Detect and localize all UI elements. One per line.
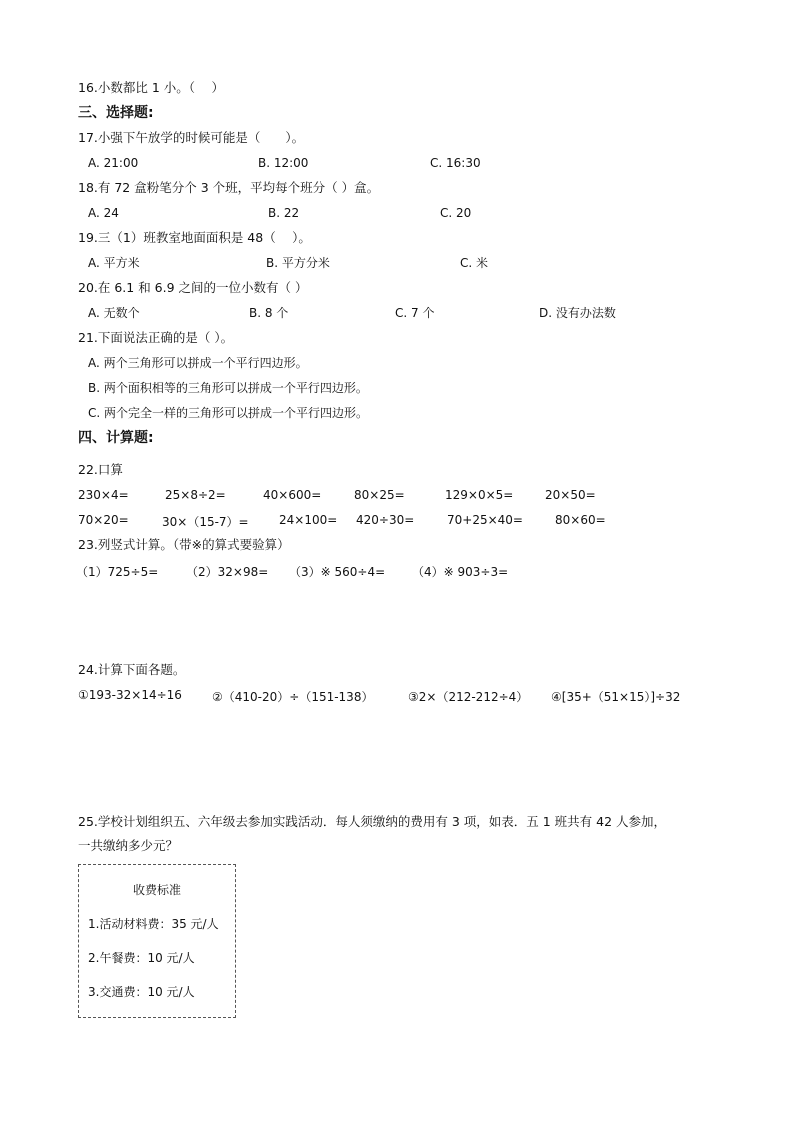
question-18: 18.有 72 盒粉笔分个 3 个班，平均每个班分（ ）盒。 — [78, 180, 380, 195]
q18-option-a: A. 24 — [88, 206, 119, 220]
q19-option-c: C. 米 — [460, 256, 489, 270]
question-24: 24.计算下面各题。 — [78, 662, 186, 677]
q20-option-d: D. 没有办法数 — [539, 306, 616, 320]
q24-item: ②（410-20）÷（151-138） — [212, 690, 374, 704]
q20-option-b: B. 8 个 — [249, 306, 289, 320]
fee-item: 2.午餐费：10 元/人 — [88, 951, 195, 965]
q23-item: （4）※ 903÷3= — [412, 565, 509, 579]
question-19: 19.三（1）班教室地面面积是 48（ ）。 — [78, 230, 311, 245]
q21-option-a: A. 两个三角形可以拼成一个平行四边形。 — [88, 356, 308, 370]
q18-option-c: C. 20 — [440, 206, 472, 220]
q23-item: （2）32×98= — [186, 565, 269, 579]
question-17: 17.小强下午放学的时候可能是（ ）。 — [78, 130, 305, 145]
q22-item: 70+25×40= — [447, 513, 523, 527]
section-heading-calculation: 四、计算题: — [78, 430, 154, 446]
q18-option-b: B. 22 — [268, 206, 300, 220]
q17-option-c: C. 16:30 — [430, 156, 481, 170]
q23-item: （1）725÷5= — [76, 565, 159, 579]
q21-option-c: C. 两个完全一样的三角形可以拼成一个平行四边形。 — [88, 406, 369, 420]
question-25-line-1: 25.学校计划组织五、六年级去参加实践活动．每人须缴纳的费用有 3 项，如表．五 1 班共有 42 人参加， — [78, 814, 667, 829]
q22-item: 230×4= — [78, 488, 129, 502]
q21-option-b: B. 两个面积相等的三角形可以拼成一个平行四边形。 — [88, 381, 368, 395]
q22-item: 30×（15-7）= — [162, 515, 249, 529]
q23-item: （3）※ 560÷4= — [289, 565, 386, 579]
q22-item: 420÷30= — [356, 513, 415, 527]
q22-item: 20×50= — [545, 488, 596, 502]
fee-item: 3.交通费：10 元/人 — [88, 985, 195, 999]
q22-item: 80×60= — [555, 513, 606, 527]
q24-item: ①193-32×14÷16 — [78, 688, 182, 702]
q17-option-a: A. 21:00 — [88, 156, 139, 170]
q22-item: 25×8÷2= — [165, 488, 226, 502]
question-20: 20.在 6.1 和 6.9 之间的一位小数有（ ） — [78, 280, 308, 295]
q20-option-c: C. 7 个 — [395, 306, 435, 320]
fee-standard-box — [78, 864, 236, 1018]
section-heading-choice: 三、选择题: — [78, 105, 154, 121]
question-21: 21.下面说法正确的是（ ）。 — [78, 330, 234, 345]
q22-item: 40×600= — [263, 488, 322, 502]
q22-item: 24×100= — [279, 513, 338, 527]
fee-box-title: 收费标准 — [132, 883, 181, 897]
question-22: 22.口算 — [78, 462, 123, 477]
fee-item: 1.活动材料费：35 元/人 — [88, 917, 219, 931]
q22-item: 80×25= — [354, 488, 405, 502]
question-16: 16.小数都比 1 小。（ ） — [78, 80, 225, 95]
q24-item: ③2×（212-212÷4） — [408, 690, 529, 704]
question-25-line-2: 一共缴纳多少元？ — [78, 838, 179, 853]
q19-option-a: A. 平方米 — [88, 256, 140, 270]
q20-option-a: A. 无数个 — [88, 306, 140, 320]
q22-item: 129×0×5= — [445, 488, 514, 502]
q24-item: ④[35+（51×15）]÷32 — [551, 690, 681, 704]
q17-option-b: B. 12:00 — [258, 156, 309, 170]
question-23: 23.列竖式计算。（带※的算式要验算） — [78, 537, 290, 552]
q22-item: 70×20= — [78, 513, 129, 527]
q19-option-b: B. 平方分米 — [266, 256, 330, 270]
